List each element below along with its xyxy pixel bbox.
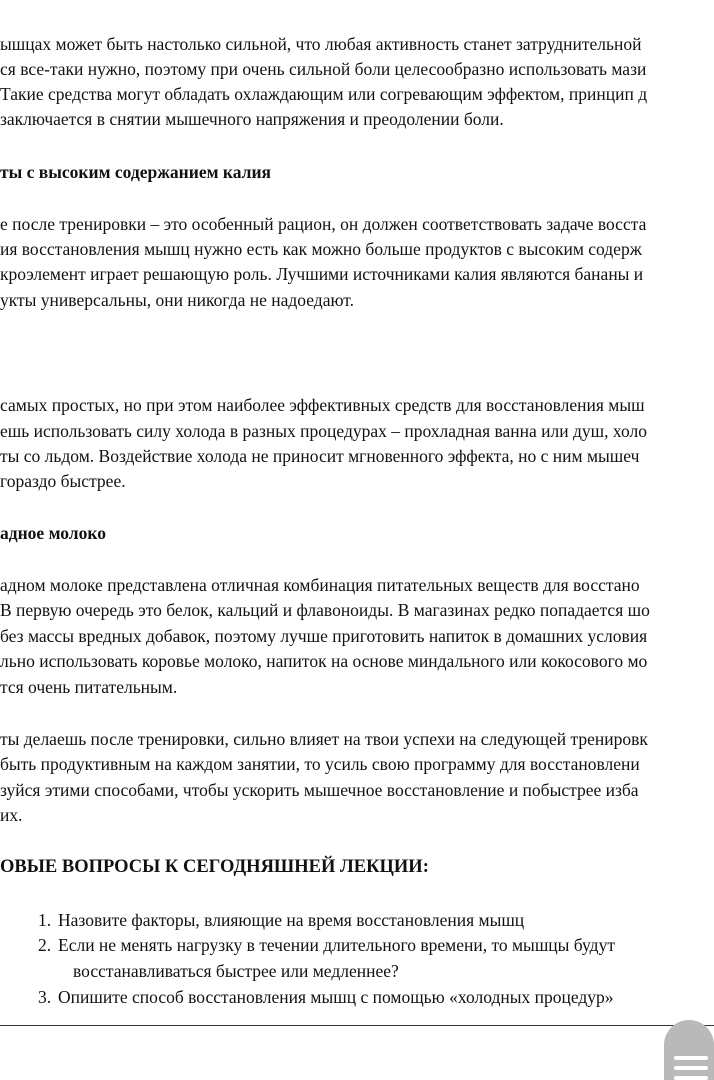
paragraph-line: быть продуктивным на каждом занятии, то усиль свою программу для восстановлени xyxy=(0,754,640,774)
paragraph-line: адном молоке представлена отличная комбинация питательных веществ для восстано xyxy=(0,575,640,595)
question-text: Если не менять нагрузку в течении длительного времени, то мышцы будут xyxy=(58,935,615,955)
paragraph-line: ешь использовать силу холода в разных процедурах – прохладная ванна или душ, холо xyxy=(0,421,647,441)
question-text: Назовите факторы, влияющие на время восстановления мышц xyxy=(58,910,525,930)
paragraph-line: ия восстановления мышц нужно есть как можно больше продуктов с высоким содерж xyxy=(0,239,642,259)
page-divider xyxy=(0,1025,714,1026)
paragraph-line: заключается в снятии мышечного напряжения и преодолении боли. xyxy=(0,109,504,129)
section-heading: адное молоко xyxy=(0,523,106,543)
floating-menu-button[interactable] xyxy=(664,1020,714,1080)
paragraph-line: укты универсальны, они никогда не надоедают. xyxy=(0,290,355,310)
paragraph-line: зуйся этими способами, чтобы ускорить мышечное восстановление и побыстрее изба xyxy=(0,780,639,800)
questions-heading: ОВЫЕ ВОПРОСЫ К СЕГОДНЯШНЕЙ ЛЕКЦИИ: xyxy=(0,857,429,877)
paragraph-line: тся очень питательным. xyxy=(0,677,178,697)
paragraph-line: их. xyxy=(0,805,23,825)
question-number: 3. xyxy=(38,987,52,1007)
section-heading: ты с высоким содержанием калия xyxy=(0,162,271,182)
paragraph-line: льно использовать коровье молоко, напиток на основе миндального или кокосового мо xyxy=(0,651,648,671)
question-number: 2. xyxy=(38,935,52,955)
paragraph-line: ты со льдом. Воздействие холода не приносит мгновенного эффекта, но с ним мышеч xyxy=(0,446,640,466)
paragraph-line: ся все-таки нужно, поэтому при очень сильной боли целесообразно использовать мази xyxy=(0,59,647,79)
paragraph-line: е после тренировки – это особенный рацион, он должен соответствовать задаче восста xyxy=(0,214,647,234)
question-text: Опишите способ восстановления мышц с помощью «холодных процедур» xyxy=(58,987,614,1007)
paragraph-line: гораздо быстрее. xyxy=(0,471,126,491)
paragraph-line: самых простых, но при этом наиболее эффективных средств для восстановления мыш xyxy=(0,395,645,415)
paragraph-line: ышцах может быть настолько сильной, что любая активность станет затруднительной xyxy=(0,34,642,54)
paragraph-line: ты делаешь после тренировки, сильно влияет на твои успехи на следующей тренировк xyxy=(0,729,648,749)
paragraph-line: кроэлемент играет решающую роль. Лучшими источниками калия являются бананы и xyxy=(0,264,644,284)
paragraph-line: В первую очередь это белок, кальций и флавоноиды. В магазинах редко попадается шо xyxy=(0,600,650,620)
question-number: 1. xyxy=(38,910,52,930)
paragraph-line: Такие средства могут обладать охлаждающим или согревающим эффектом, принцип д xyxy=(0,84,648,104)
question-text-continuation: восстанавливаться быстрее или медленнее? xyxy=(73,961,399,981)
paragraph-line: без массы вредных добавок, поэтому лучше приготовить напиток в домашних условия xyxy=(0,626,648,646)
